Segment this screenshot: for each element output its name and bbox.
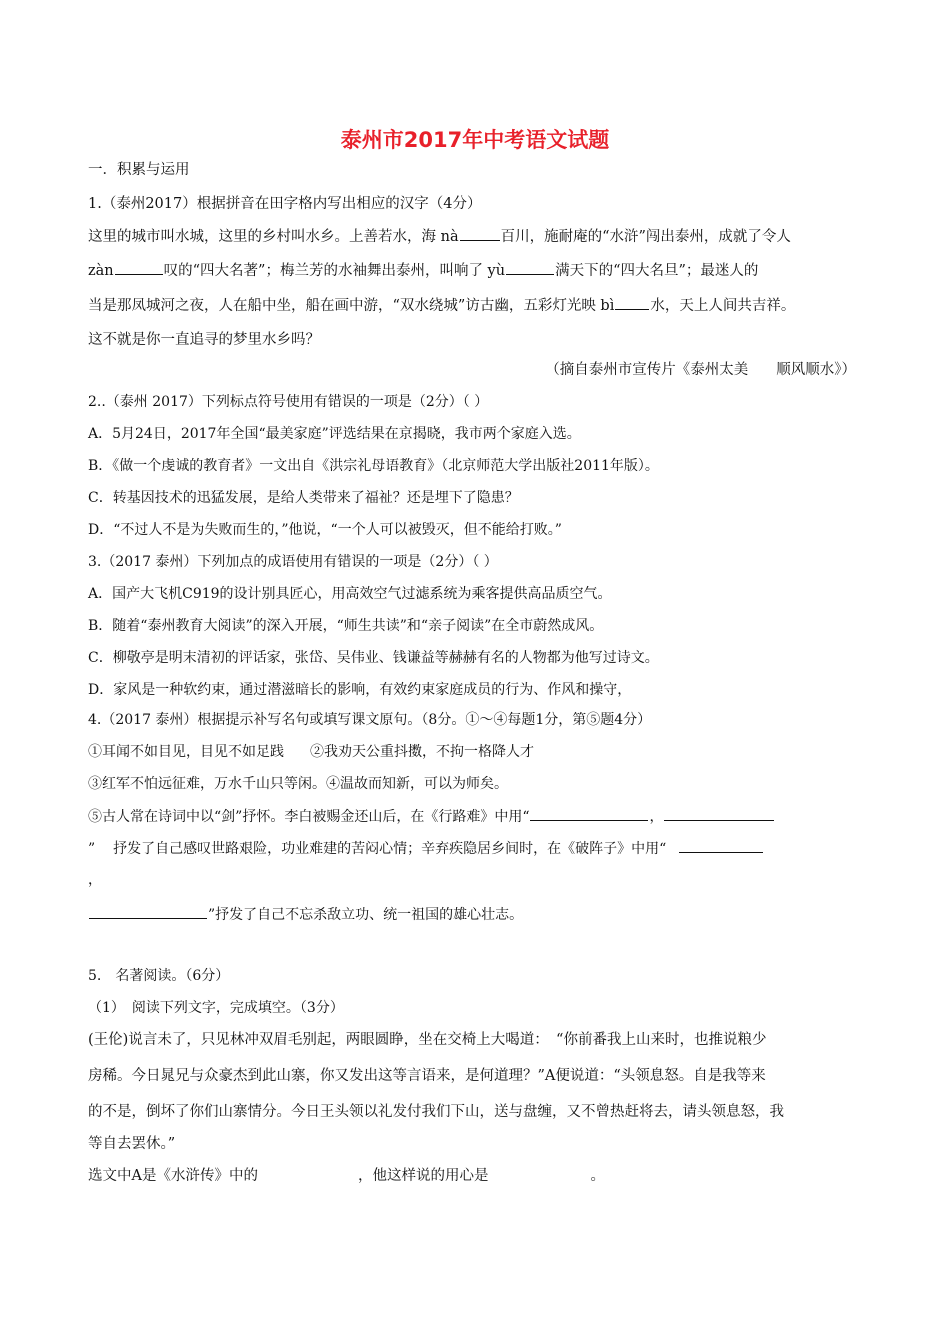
q3-heading: 3.（2017 泰州）下列加点的成语使用有错误的一项是（2分）（ ）	[88, 554, 498, 570]
q2-option-b: B．《做一个虔诚的教育者》一文出自《洪宗礼母语教育》（北京师范大学出版社2011年版）。	[88, 458, 659, 474]
source-text: （摘自泰州市宣传片《泰州太美	[545, 362, 749, 378]
q1-paragraph-line: 这不就是你一直追寻的梦里水乡吗？	[88, 332, 320, 348]
q5-text: ，他这样说的用心是	[357, 1168, 489, 1184]
q5-text: 选文中A是《水浒传》中的	[88, 1168, 258, 1184]
q3-option-d: D．家风是一种软约束，通过潜滋暗长的影响，有效约束家庭成员的行为、作风和操守，	[88, 682, 632, 698]
answer-blank[interactable]	[115, 260, 163, 275]
q5-fill-line	[88, 1166, 868, 1186]
q1-paragraph-line	[88, 295, 868, 316]
source-text: 顺风顺水》）	[776, 362, 856, 378]
q1-source	[88, 360, 856, 380]
answer-blank[interactable]	[89, 904, 207, 919]
q4-text: ①耳闻不如目见，目见不如足践	[88, 744, 284, 760]
q4-text: ⑤古人常在诗词中以“剑”抒怀。李白被赐金还山后，在《行路难》中用“	[88, 809, 530, 825]
q4-text: 抒发了自己感叹世路艰险，功业难建的苦闷心情；辛弃疾隐居乡间时，在《破阵子》中用“	[113, 841, 667, 857]
answer-blank[interactable]	[506, 260, 554, 275]
q5-passage-line: 等自去罢休。”	[88, 1136, 176, 1152]
q2-option-d: D．“不过人不是为失败而生的，”他说，“一个人可以被毁灭，但不能给打败。”	[88, 522, 562, 538]
q4-line	[88, 838, 868, 859]
q1-text: 当是那凤城河之夜，人在船中坐，船在画中游，“双水绕城”访古幽，五彩灯光映 bì	[88, 298, 615, 314]
q4-text: ，	[649, 809, 664, 825]
q5-passage-line: (王伦)说言未了，只见林冲双眉毛别起，两眼圆睁，坐在交椅上大喝道： “你前番我上山来时，也推说粮少	[88, 1032, 767, 1048]
page-title: 泰州市2017年中考语文试题	[340, 128, 610, 152]
answer-blank[interactable]	[615, 295, 649, 310]
q5-text: 。	[590, 1168, 605, 1184]
q3-option-a: A．国产大飞机C919的设计别具匠心，用高效空气过滤系统为乘客提供高品质空气。	[88, 586, 612, 602]
q2-option-c: C．转基因技术的迅猛发展，是给人类带来了福祉？还是埋下了隐患？	[88, 490, 519, 506]
section-heading: 一．积累与运用	[88, 162, 190, 178]
q1-text: 满天下的“四大名旦”；最迷人的	[555, 263, 759, 279]
q4-heading: 4.（2017 泰州）根据提示补写名句或填写课文原句。（8分。①～④每题1分，第⑤题4分）	[88, 712, 652, 728]
q4-text: ②我劝天公重抖擞，不拘一格降人才	[310, 744, 534, 760]
q4-line: ③红军不怕远征难，万水千山只等闲。④温故而知新，可以为师矣。	[88, 776, 508, 792]
q1-text: 这里的城市叫水城，这里的乡村叫水乡。上善若水，海 nà	[88, 229, 459, 245]
q1-text: 百川，施耐庵的“水浒”闯出泰州，成就了令人	[500, 229, 791, 245]
q3-option-b: B．随着“泰州教育大阅读”的深入开展，“师生共读”和“亲子阅读”在全市蔚然成风。	[88, 618, 604, 634]
q1-text: 叹的“四大名著”；梅兰芳的水袖舞出泰州，叫响了 yù	[163, 263, 506, 279]
answer-blank[interactable]	[679, 838, 763, 853]
q3-option-c: C．柳敬亭是明末清初的评话家，张岱、吴伟业、钱谦益等赫赫有名的人物都为他写过诗文。	[88, 650, 659, 666]
q1-paragraph-line	[88, 260, 868, 281]
q2-heading: 2..（泰州 2017）下列标点符号使用有错误的一项是（2分）（ ）	[88, 394, 489, 410]
q5-passage-line: 的不是，倒坏了你们山寨情分。今日王头领以礼发付我们下山，送与盘缠，又不曾热赶将去，请头领息怒，我	[88, 1104, 784, 1120]
q1-text: zàn	[88, 263, 114, 279]
q5-heading: 5. 名著阅读。（6分）	[88, 968, 230, 984]
q4-line	[88, 742, 868, 762]
q1-text: 水，天上人间共吉祥。	[650, 298, 796, 314]
q5-subheading: （1） 阅读下列文字，完成填空。（3分）	[88, 1000, 344, 1016]
q4-line	[88, 904, 868, 925]
q4-text: ”抒发了自己不忘杀敌立功、统一祖国的雄心壮志。	[208, 907, 524, 923]
answer-blank[interactable]	[664, 806, 774, 821]
q5-passage-line: 房稀。今日晁兄与众豪杰到此山寨，你又发出这等言语来，是何道理？”A便说道：“头领息怒。自是我等来	[88, 1068, 766, 1084]
q2-option-a: A．5月24日，2017年全国“最美家庭”评选结果在京揭晓，我市两个家庭入选。	[88, 426, 581, 442]
q1-paragraph-line	[88, 226, 868, 247]
q4-line	[88, 806, 868, 827]
q4-line: ，	[88, 872, 102, 888]
q4-text: ”	[88, 841, 96, 857]
answer-blank[interactable]	[530, 806, 648, 821]
q1-heading: 1.（泰州2017）根据拼音在田字格内写出相应的汉字（4分）	[88, 196, 482, 212]
answer-blank[interactable]	[460, 226, 500, 241]
